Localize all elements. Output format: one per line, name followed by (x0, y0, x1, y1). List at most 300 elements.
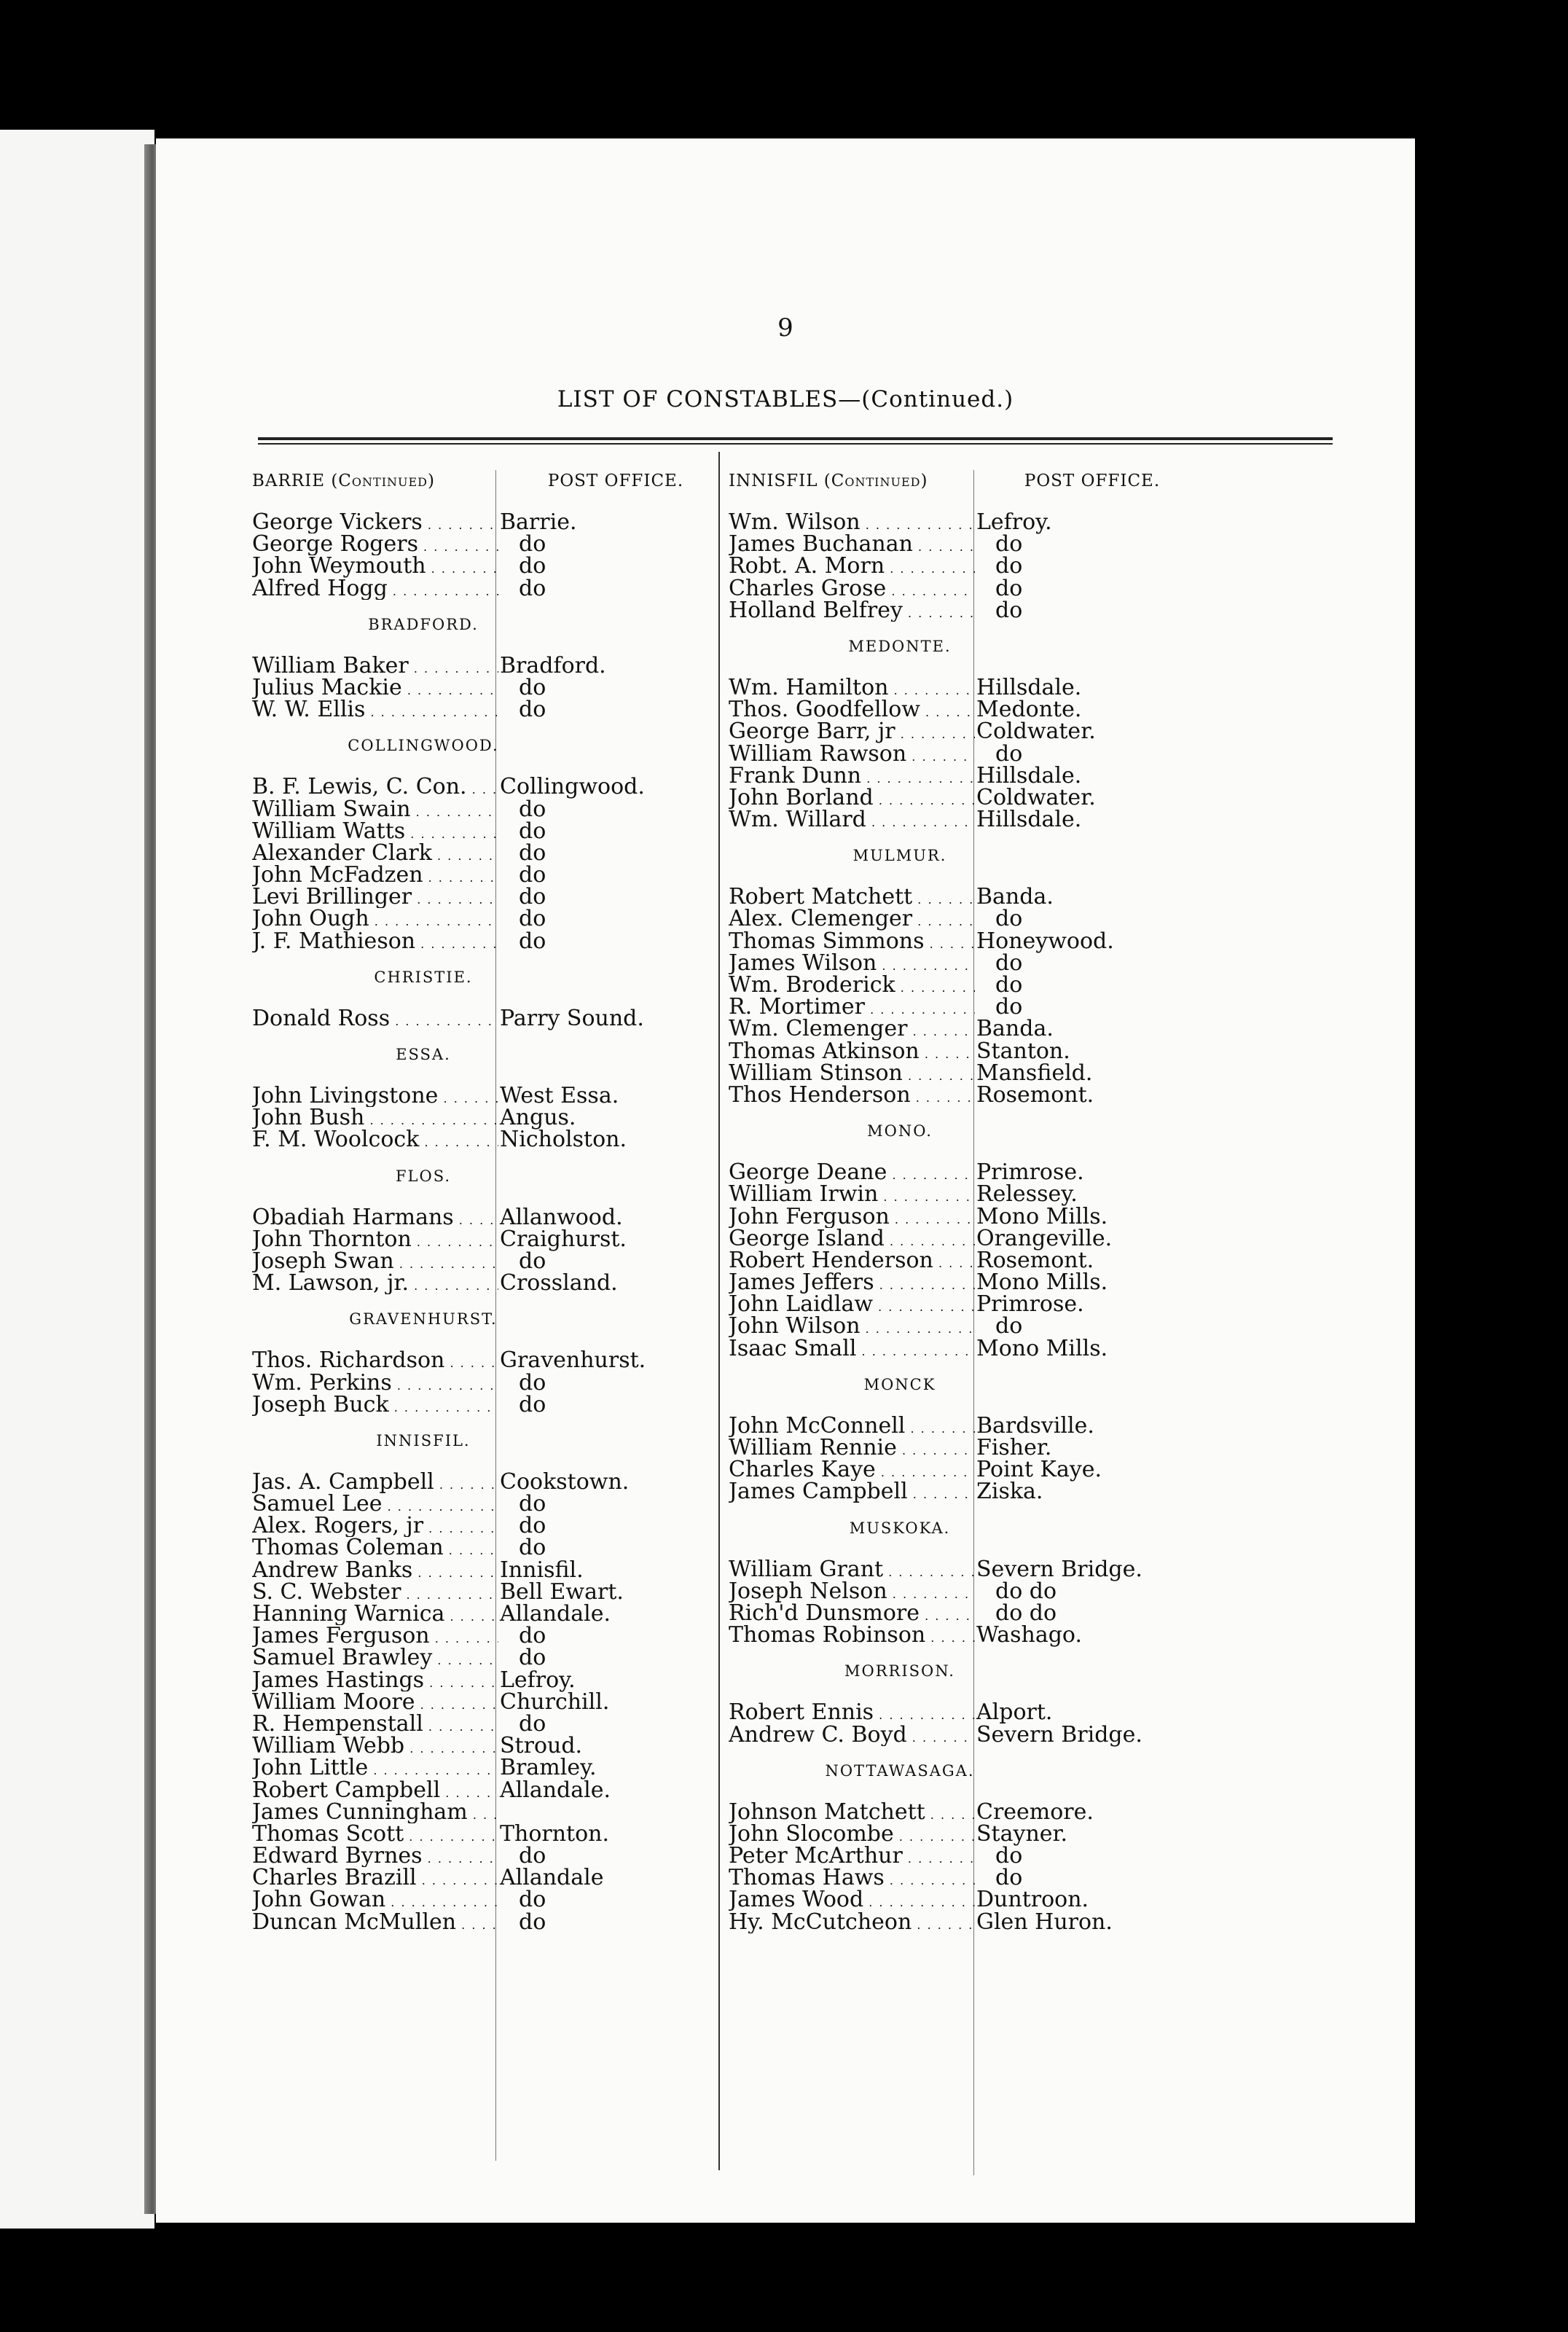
constable-name (729, 721, 975, 743)
constable-row (252, 1347, 733, 1374)
constable-row (252, 1710, 733, 1737)
constable-row (729, 597, 1210, 623)
post-office: Bell Ewart. (500, 1578, 624, 1605)
constable-row (729, 740, 1210, 767)
constable-name-text: Thomas Simmons (729, 930, 925, 952)
constable-name-text: James Jeffers (729, 1272, 874, 1294)
post-office: do (995, 1865, 1023, 1891)
post-office: Mono Mills. (976, 1335, 1108, 1361)
right-column (729, 466, 1210, 1933)
constable-row (729, 1060, 1210, 1086)
heading-rule (258, 437, 1333, 440)
constable-name (252, 1889, 498, 1911)
constable-name (252, 1107, 498, 1129)
constable-name-text: Thomas Scott (252, 1823, 404, 1846)
constable-row (729, 886, 1210, 908)
constable-name-text: John Wilson (729, 1315, 861, 1338)
post-office: do (519, 1535, 546, 1561)
constable-row (729, 908, 1210, 930)
constable-name-text: Obadiah Harmans (252, 1206, 454, 1229)
post-office: Nicholston. (500, 1127, 627, 1153)
constable-row (252, 575, 733, 601)
post-office: do (519, 906, 546, 932)
constable-name-text: F. M. Woolcock (252, 1129, 420, 1151)
constable-name (729, 1250, 975, 1272)
constable-name (729, 1889, 975, 1911)
post-office: do (519, 840, 546, 866)
constable-name (252, 1625, 498, 1647)
post-office: Gravenhurst. (500, 1347, 646, 1374)
constable-row (729, 974, 1210, 996)
township-heading: MONCK (863, 1375, 936, 1393)
constable-name (252, 1823, 498, 1845)
constable-name-text: J. F. Mathieson (252, 930, 416, 952)
township-heading: MONO. (867, 1122, 933, 1140)
constable-name (252, 1085, 498, 1107)
heading-rule-thin (258, 443, 1333, 445)
post-office: Creemore. (976, 1799, 1094, 1825)
constable-row (252, 555, 733, 577)
constable-name (252, 864, 498, 886)
constable-name-text: Alex. Clemenger (729, 908, 913, 931)
constable-name (729, 1084, 975, 1106)
constable-name (729, 1063, 975, 1084)
constable-name-text: Joseph Nelson (729, 1580, 887, 1603)
constable-row (252, 1391, 733, 1417)
constable-name-text: M. Lawson, jr. (252, 1272, 409, 1295)
post-office: Alport. (976, 1699, 1053, 1726)
constable-name-text: John Weymouth (252, 555, 426, 578)
constable-row (729, 533, 1210, 555)
constable-name-text: John McConnell (729, 1415, 906, 1437)
post-office: Washago. (976, 1622, 1082, 1648)
constable-name-text: R. Mortimer (729, 996, 865, 1019)
constable-name (729, 1603, 975, 1624)
post-office: do (519, 796, 546, 822)
constable-row (729, 1889, 1210, 1911)
constable-row (252, 1667, 733, 1693)
post-office: Allandale (500, 1865, 604, 1891)
post-office: Glen Huron. (976, 1909, 1113, 1935)
township-heading: FLOS. (395, 1167, 452, 1185)
post-office: Honeywood. (976, 928, 1114, 954)
constable-row (729, 762, 1210, 789)
constable-row (252, 1889, 733, 1911)
right-header-name: INNISFIL (Continued) (729, 472, 928, 490)
post-office: do (995, 972, 1023, 998)
constable-name-text: James Hastings (252, 1669, 425, 1691)
constable-row (252, 1085, 733, 1107)
constable-name-text: Thomas Robinson (729, 1624, 926, 1647)
constable-name-text: John Livingstone (252, 1085, 439, 1108)
township-heading: MULMUR. (852, 847, 947, 865)
constable-name (729, 1415, 975, 1437)
constable-row (729, 699, 1210, 721)
constable-name-text: S. C. Webster (252, 1581, 401, 1603)
post-office: do (519, 575, 546, 601)
constable-name (729, 512, 975, 533)
constable-row (252, 1625, 733, 1647)
constable-name-text: George Vickers (252, 512, 423, 534)
constable-name (729, 931, 975, 952)
constable-name-text: Alfred Hogg (252, 577, 388, 600)
constable-name-text: John Ferguson (729, 1205, 890, 1228)
constable-name (252, 1780, 498, 1801)
constable-row (729, 1335, 1210, 1361)
post-office: do (519, 818, 546, 844)
post-office: Severn Bridge. (976, 1556, 1142, 1582)
constable-name (252, 677, 498, 699)
constable-name (729, 974, 975, 996)
constable-row (729, 1247, 1210, 1273)
constable-name (252, 821, 498, 842)
constable-name (252, 533, 498, 555)
constable-row (729, 1269, 1210, 1296)
township-heading: CHRISTIE. (374, 968, 473, 986)
township-heading: BRADFORD. (368, 615, 479, 633)
constable-row (252, 776, 733, 798)
constable-name-text: Thos. Goodfellow (729, 699, 920, 721)
constable-row (729, 1578, 1210, 1604)
constable-name (252, 1515, 498, 1537)
constable-name (252, 1471, 498, 1493)
post-office: do (995, 906, 1023, 932)
constable-name (252, 776, 498, 798)
constable-row (252, 1129, 733, 1151)
constable-name-text: Joseph Buck (252, 1393, 389, 1416)
constable-name (252, 1251, 498, 1272)
constable-name (729, 1724, 975, 1746)
post-office: do (519, 1887, 546, 1913)
township-heading: MUSKOKA. (849, 1519, 951, 1537)
constable-name-text: Thos. Richardson (252, 1350, 445, 1372)
constable-name-text: Julius Mackie (252, 676, 402, 700)
township-heading: MORRISON. (844, 1662, 955, 1680)
constable-name-text: Thomas Haws (729, 1867, 885, 1890)
constable-row (252, 509, 733, 535)
constable-name (252, 1801, 498, 1823)
constable-row (729, 952, 1210, 974)
constable-name-text: James Cunningham (252, 1801, 468, 1823)
post-office: Stanton. (976, 1038, 1070, 1064)
constable-row (252, 674, 733, 700)
constable-name-text: Samuel Brawley (252, 1647, 433, 1670)
post-office: Stroud. (500, 1733, 583, 1759)
constable-row (729, 555, 1210, 577)
constable-name-text: James Ferguson (252, 1625, 430, 1648)
post-office: Allandale. (500, 1777, 611, 1803)
constable-name-text: William Baker (252, 654, 409, 677)
constable-name-text: John Gowan (252, 1889, 386, 1912)
constable-name-text: Jas. A. Campbell (252, 1471, 434, 1494)
constable-name-text: Donald Ross (252, 1007, 391, 1030)
constable-name-text: James Campbell (729, 1481, 908, 1503)
post-office: do (519, 862, 546, 888)
constable-name-text: William Moore (252, 1691, 415, 1713)
post-office: Rosemont. (976, 1081, 1094, 1108)
left-column-header (252, 466, 733, 496)
constable-row (729, 1018, 1210, 1040)
constable-row (252, 864, 733, 886)
post-office: Thornton. (500, 1820, 610, 1847)
constable-name (252, 1272, 498, 1294)
constable-row (729, 509, 1210, 535)
constable-row (252, 1226, 733, 1252)
post-office: Mansfield. (976, 1060, 1093, 1086)
constable-row (729, 1459, 1210, 1481)
constable-name (252, 908, 498, 930)
constable-row (252, 1005, 733, 1031)
post-office: Fisher. (976, 1435, 1052, 1460)
constable-name (252, 799, 498, 821)
constable-name-text: John Laidlaw (729, 1294, 874, 1316)
constable-row (252, 928, 733, 954)
constable-name-text: Robert Henderson (729, 1249, 933, 1272)
left-header-post: POST OFFICE. (547, 472, 684, 490)
post-office: do (519, 928, 546, 954)
constable-row (252, 1537, 733, 1559)
right-column-body (729, 509, 1210, 1935)
constable-name (252, 1537, 498, 1559)
post-office: do (995, 553, 1023, 579)
constable-name-text: Charles Brazill (252, 1867, 417, 1890)
constable-row (252, 842, 733, 864)
post-office: do (995, 597, 1023, 623)
constable-name (729, 1315, 975, 1337)
constable-name (729, 765, 975, 787)
constable-row (252, 1557, 733, 1583)
township-heading: GRAVENHURST. (349, 1310, 498, 1329)
constable-row (729, 1225, 1210, 1251)
constable-row (252, 1801, 733, 1823)
constable-name (729, 1437, 975, 1459)
post-office: Primrose. (976, 1291, 1084, 1318)
post-office: Lefroy. (500, 1667, 576, 1693)
constable-name-text: Joseph Swan (252, 1250, 394, 1273)
constable-name (729, 555, 975, 577)
post-office: do (995, 950, 1023, 976)
township-heading: ESSA. (396, 1046, 451, 1063)
constable-name-text: Rich'd Dunsmore (729, 1602, 920, 1625)
constable-row (729, 1181, 1210, 1208)
constable-row (729, 928, 1210, 954)
constable-row (729, 1481, 1210, 1503)
constable-name (729, 1559, 975, 1581)
constable-name-text: Charles Kaye (729, 1459, 876, 1482)
post-office: Crossland. (500, 1270, 618, 1296)
constable-row (729, 1291, 1210, 1318)
post-office: do (519, 697, 546, 723)
post-office (498, 1801, 733, 1823)
post-office: do (995, 1313, 1023, 1339)
constable-name (729, 1206, 975, 1228)
constable-name-text: William Grant (729, 1558, 884, 1581)
post-office: Duntroon. (976, 1887, 1089, 1913)
post-office: do (519, 884, 546, 910)
constable-name (252, 555, 498, 577)
constable-name (252, 1581, 498, 1603)
post-office: do (519, 1710, 546, 1737)
post-office: do (519, 674, 546, 700)
facing-page-edge (0, 130, 154, 2229)
post-office: do (519, 553, 546, 579)
post-office: Hillsdale. (976, 674, 1082, 700)
constable-name (252, 1647, 498, 1669)
constable-name-text: Andrew Banks (252, 1559, 413, 1581)
constable-name-text: Thomas Coleman (252, 1537, 444, 1560)
constable-row (252, 1867, 733, 1889)
constable-name-text: W. W. Ellis (252, 699, 366, 721)
post-office: Parry Sound. (500, 1005, 644, 1031)
constable-name (729, 1272, 975, 1294)
constable-name-text: James Wilson (729, 952, 877, 974)
post-office: Rosemont. (976, 1247, 1094, 1273)
constable-name-text: John McFadzen (252, 864, 423, 887)
post-office: Ziska. (976, 1479, 1043, 1505)
constable-name (729, 533, 975, 555)
constable-name-text: William Irwin (729, 1183, 879, 1206)
page-number: 9 (777, 313, 793, 343)
constable-name (252, 1229, 498, 1251)
left-header-name: BARRIE (Continued) (252, 472, 435, 490)
constable-row (729, 1412, 1210, 1439)
constable-name-text: William Webb (252, 1735, 405, 1758)
post-office: Collingwood. (500, 774, 645, 800)
constable-name-text: Robert Matchett (729, 886, 913, 909)
township-heading: INNISFIL. (376, 1431, 471, 1449)
constable-row (252, 1603, 733, 1625)
post-office: Medonte. (976, 697, 1082, 723)
constable-row (252, 908, 733, 930)
constable-row (252, 1369, 733, 1396)
document-page (156, 138, 1415, 2223)
constable-name (252, 1394, 498, 1416)
constable-name-text: James Buchanan (729, 533, 913, 556)
constable-name (729, 699, 975, 721)
constable-row (729, 575, 1210, 601)
constable-name (252, 1845, 498, 1867)
post-office: do (995, 740, 1023, 767)
constable-name-text: Edward Byrnes (252, 1845, 423, 1868)
constable-row (252, 1757, 733, 1779)
constable-name-text: Frank Dunn (729, 764, 862, 787)
post-office: Orangeville. (976, 1225, 1113, 1251)
constable-name (729, 1041, 975, 1063)
constable-name (252, 1207, 498, 1229)
post-office: do (519, 1491, 546, 1517)
constable-name-text: William Swain (252, 798, 411, 821)
constable-row (729, 1315, 1210, 1337)
constable-row (729, 1820, 1210, 1847)
constable-row (729, 1845, 1210, 1867)
constable-name-text: B. F. Lewis, C. Con. (252, 776, 467, 799)
constable-name-text: Alexander Clark (252, 842, 432, 865)
constable-name-text: Duncan McMullen (252, 1911, 457, 1933)
post-office: do (519, 1843, 546, 1869)
constable-row (252, 1777, 733, 1803)
constable-name (252, 931, 498, 952)
constable-name (729, 1581, 975, 1603)
post-office: do (519, 531, 546, 557)
constable-name (729, 1823, 975, 1845)
constable-name-text: William Rennie (729, 1437, 897, 1460)
constable-row (252, 1204, 733, 1230)
constable-name (252, 578, 498, 600)
constable-name (729, 809, 975, 831)
constable-row (252, 1820, 733, 1847)
constable-row (729, 1159, 1210, 1186)
constable-row (252, 796, 733, 822)
constable-name (729, 886, 975, 908)
constable-name-text: Johnson Matchett (729, 1801, 925, 1823)
post-office: do (519, 1248, 546, 1274)
constable-name-text: Wm. Willard (729, 809, 866, 832)
post-office: Angus. (500, 1105, 576, 1131)
constable-name (252, 1603, 498, 1625)
constable-row (729, 1624, 1210, 1646)
constable-name (729, 1183, 975, 1205)
constable-name-text: R. Hempenstall (252, 1713, 423, 1736)
post-office: do (519, 1391, 546, 1417)
constable-row (729, 1203, 1210, 1229)
constable-row (252, 1515, 733, 1537)
post-office: do do (995, 1578, 1057, 1604)
constable-name (252, 1670, 498, 1691)
constable-row (729, 1600, 1210, 1626)
constable-row (252, 818, 733, 844)
constable-name-text: Robert Ennis (729, 1702, 874, 1724)
post-office: Hillsdale. (976, 762, 1082, 789)
township-heading: MEDONTE. (848, 637, 952, 655)
constable-name (729, 600, 975, 622)
constable-name-text: Robt. A. Morn (729, 555, 885, 578)
constable-name-text: Thomas Atkinson (729, 1040, 920, 1063)
post-office: Craighurst. (500, 1226, 627, 1252)
right-column-header (729, 466, 1210, 496)
post-office: Coldwater. (976, 719, 1096, 745)
constable-name (252, 1129, 498, 1151)
constable-name-text: John Borland (729, 786, 874, 810)
constable-row (729, 1801, 1210, 1823)
post-office: Bardsville. (976, 1412, 1094, 1439)
constable-name (729, 743, 975, 765)
constable-name-text: John Bush (252, 1107, 365, 1130)
constable-name (729, 1481, 975, 1503)
post-office: Cookstown. (500, 1468, 630, 1495)
post-office: Primrose. (976, 1159, 1084, 1186)
constable-name-text: Hanning Warnica (252, 1603, 445, 1626)
constable-row (729, 1081, 1210, 1108)
constable-name-text: Robert Campbell (252, 1779, 441, 1801)
constable-name (729, 996, 975, 1018)
constable-row (252, 1647, 733, 1669)
left-column (252, 466, 733, 1933)
post-office: Allanwood. (500, 1204, 623, 1230)
constable-name (252, 512, 498, 533)
constable-name (729, 1867, 975, 1889)
constable-name-text: Peter McArthur (729, 1845, 903, 1868)
constable-name (729, 952, 975, 974)
constable-row (729, 1909, 1210, 1935)
constable-name (252, 886, 498, 908)
constable-name-text: George Island (729, 1227, 885, 1250)
post-office: do (995, 575, 1023, 601)
post-office: Mono Mills. (976, 1269, 1108, 1296)
constable-row (252, 1107, 733, 1129)
post-office: Barrie. (500, 509, 577, 535)
post-office: Innisfil. (500, 1557, 584, 1583)
constable-row (252, 886, 733, 908)
